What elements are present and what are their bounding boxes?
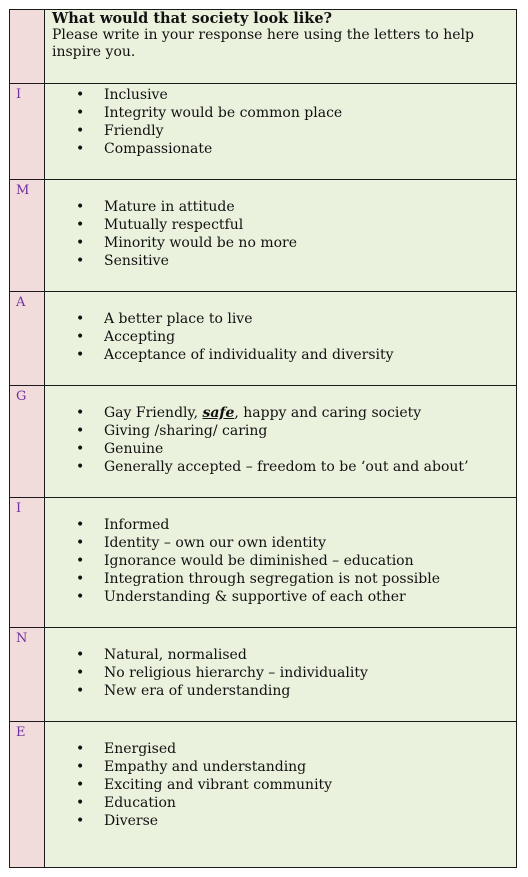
row-content[interactable] <box>45 628 517 722</box>
acrostic-row-i-2 <box>10 498 517 628</box>
item-text-before: Gay Friendly, <box>104 405 203 421</box>
list-item: • Education <box>45 794 516 812</box>
row-letter: E <box>10 722 45 868</box>
row-content[interactable] <box>45 386 517 498</box>
list-item: • Minority would be no more <box>45 234 516 252</box>
imagine-acrostic-table <box>9 9 517 868</box>
list-item: • Energised <box>45 740 516 758</box>
row-letter: I <box>10 498 45 628</box>
acrostic-row-g <box>10 386 517 498</box>
list-item: • Genuine <box>45 440 516 458</box>
list-item: • Diverse <box>45 812 516 830</box>
acrostic-row-a <box>10 292 517 386</box>
list-item: • Compassionate <box>45 140 516 158</box>
header-letter-cell <box>10 10 45 84</box>
row-letter: G <box>10 386 45 498</box>
bullet-list <box>45 198 516 270</box>
list-item: • Informed <box>45 516 516 534</box>
list-item: • Integration through segregation is not possible <box>45 570 516 588</box>
row-content[interactable] <box>45 180 517 292</box>
row-letter: N <box>10 628 45 722</box>
list-item: • New era of understanding <box>45 682 516 700</box>
row-content[interactable] <box>45 498 517 628</box>
row-letter: I <box>10 84 45 180</box>
emphasized-word: safe <box>202 405 235 421</box>
header-cell[interactable] <box>45 10 517 84</box>
list-item <box>45 404 516 422</box>
row-content[interactable] <box>45 292 517 386</box>
list-item: • Natural, normalised <box>45 646 516 664</box>
bullet-list <box>45 646 516 700</box>
row-letter: M <box>10 180 45 292</box>
list-item: • Giving /sharing/ caring <box>45 422 516 440</box>
row-content[interactable] <box>45 722 517 868</box>
list-item: • Ignorance would be diminished – education <box>45 552 516 570</box>
list-item: • Empathy and understanding <box>45 758 516 776</box>
header-instructions: Please write in your response here using the letters to help inspire you. <box>52 27 474 60</box>
header-title: What would that society look like? <box>52 10 333 27</box>
list-item: • Inclusive <box>45 86 516 104</box>
list-item: • Identity – own our own identity <box>45 534 516 552</box>
row-content[interactable] <box>45 84 517 180</box>
list-item: • A better place to live <box>45 310 516 328</box>
list-item: • Mature in attitude <box>45 198 516 216</box>
bullet-list <box>45 740 516 830</box>
bullet-list <box>45 516 516 606</box>
header-row <box>10 10 517 84</box>
item-text-after: , happy and caring society <box>234 405 422 421</box>
bullet-list <box>45 404 516 476</box>
acrostic-row-n <box>10 628 517 722</box>
list-item: • Exciting and vibrant community <box>45 776 516 794</box>
list-item: • Acceptance of individuality and diversity <box>45 346 516 364</box>
acrostic-row-e <box>10 722 517 868</box>
acrostic-row-i-1 <box>10 84 517 180</box>
acrostic-row-m <box>10 180 517 292</box>
list-item: • Integrity would be common place <box>45 104 516 122</box>
bullet-list <box>45 86 516 158</box>
list-item: • Understanding & supportive of each other <box>45 588 516 606</box>
list-item: • Sensitive <box>45 252 516 270</box>
row-letter: A <box>10 292 45 386</box>
list-item: • Mutually respectful <box>45 216 516 234</box>
list-item: • Generally accepted – freedom to be ‘out and about’ <box>45 458 516 476</box>
list-item: • Accepting <box>45 328 516 346</box>
list-item: • No religious hierarchy – individuality <box>45 664 516 682</box>
bullet-list <box>45 310 516 364</box>
list-item: • Friendly <box>45 122 516 140</box>
